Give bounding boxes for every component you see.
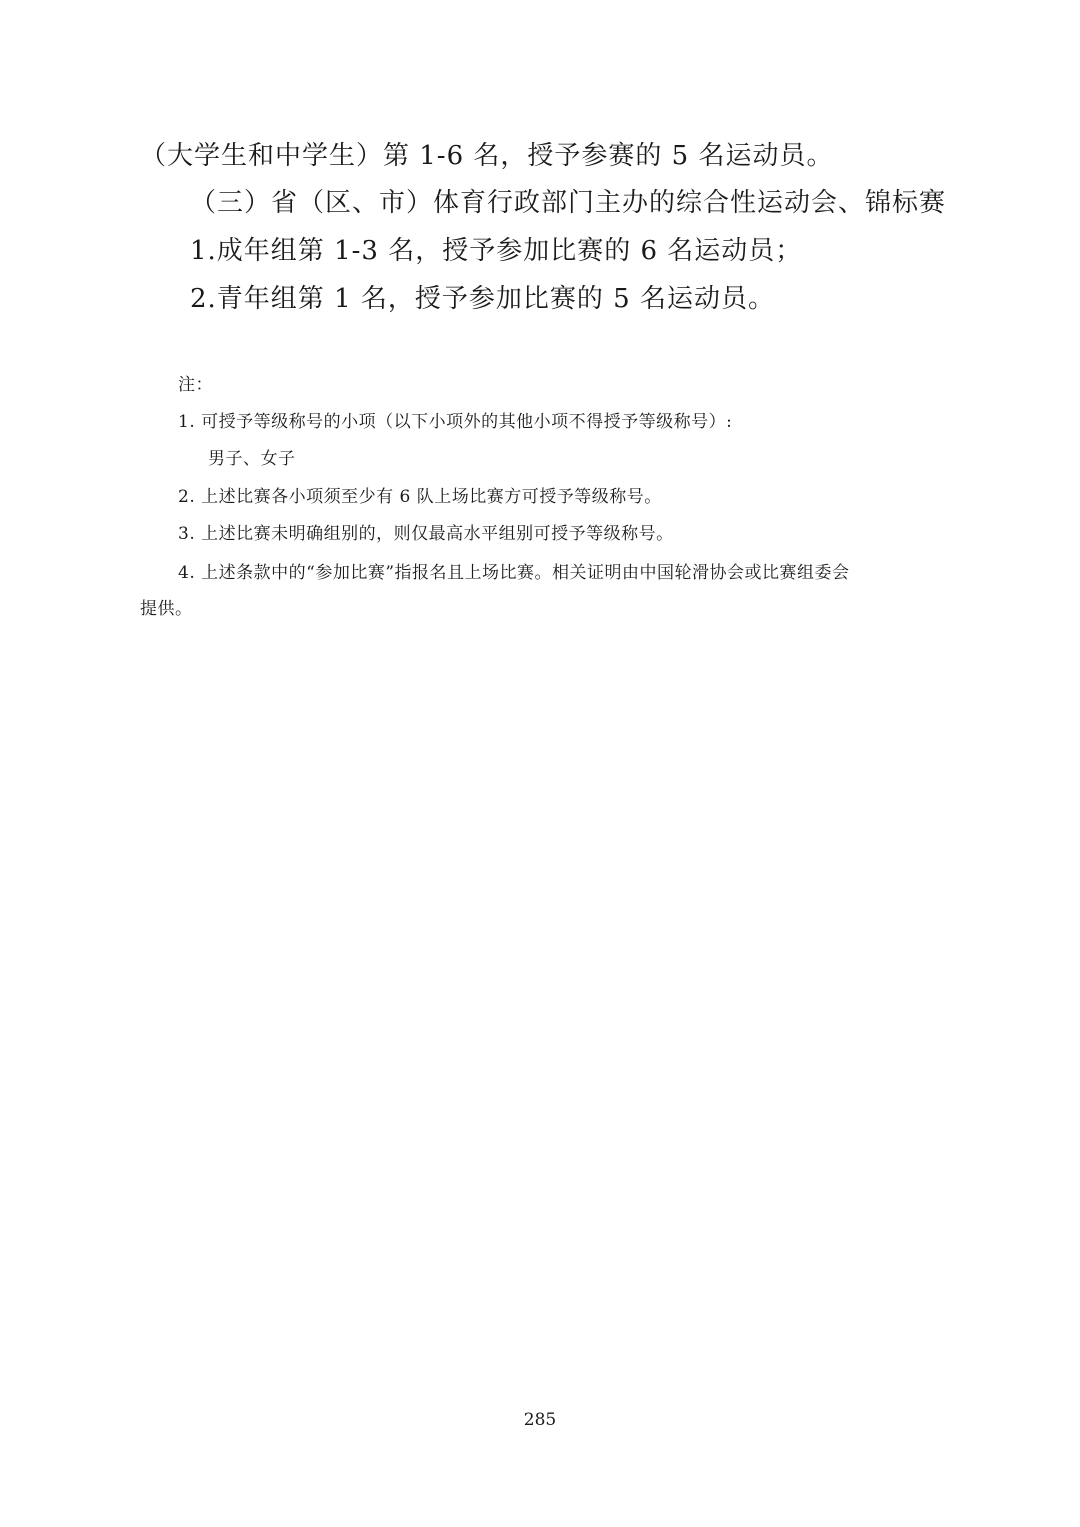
note-item-2: 2. 上述比赛各小项须至少有 6 队上场比赛方可授予等级称号。 (178, 487, 662, 507)
note-item-1: 1. 可授予等级称号的小项（以下小项外的其他小项不得授予等级称号）: (178, 412, 733, 432)
section-heading-provincial: （三）省（区、市）体育行政部门主办的综合性运动会、锦标赛 (190, 188, 947, 218)
notes-heading: 注： (178, 375, 213, 395)
page-number: 285 (523, 1410, 557, 1430)
list-item-youth-group: 2.青年组第 1 名，授予参加比赛的 5 名运动员。 (190, 284, 775, 314)
note-item-4-line-1: 4. 上述条款中的“参加比赛”指报名且上场比赛。相关证明由中国轮滑协会或比赛组委会 (178, 563, 850, 583)
note-item-1-detail: 男子、女子 (208, 449, 296, 469)
list-item-adult-group: 1.成年组第 1-3 名，授予参加比赛的 6 名运动员； (190, 236, 803, 266)
note-item-4-line-2: 提供。 (140, 599, 193, 619)
note-item-3: 3. 上述比赛未明确组别的，则仅最高水平组别可授予等级称号。 (178, 524, 674, 544)
body-line-1: （大学生和中学生）第 1-6 名，授予参赛的 5 名运动员。 (140, 141, 834, 171)
